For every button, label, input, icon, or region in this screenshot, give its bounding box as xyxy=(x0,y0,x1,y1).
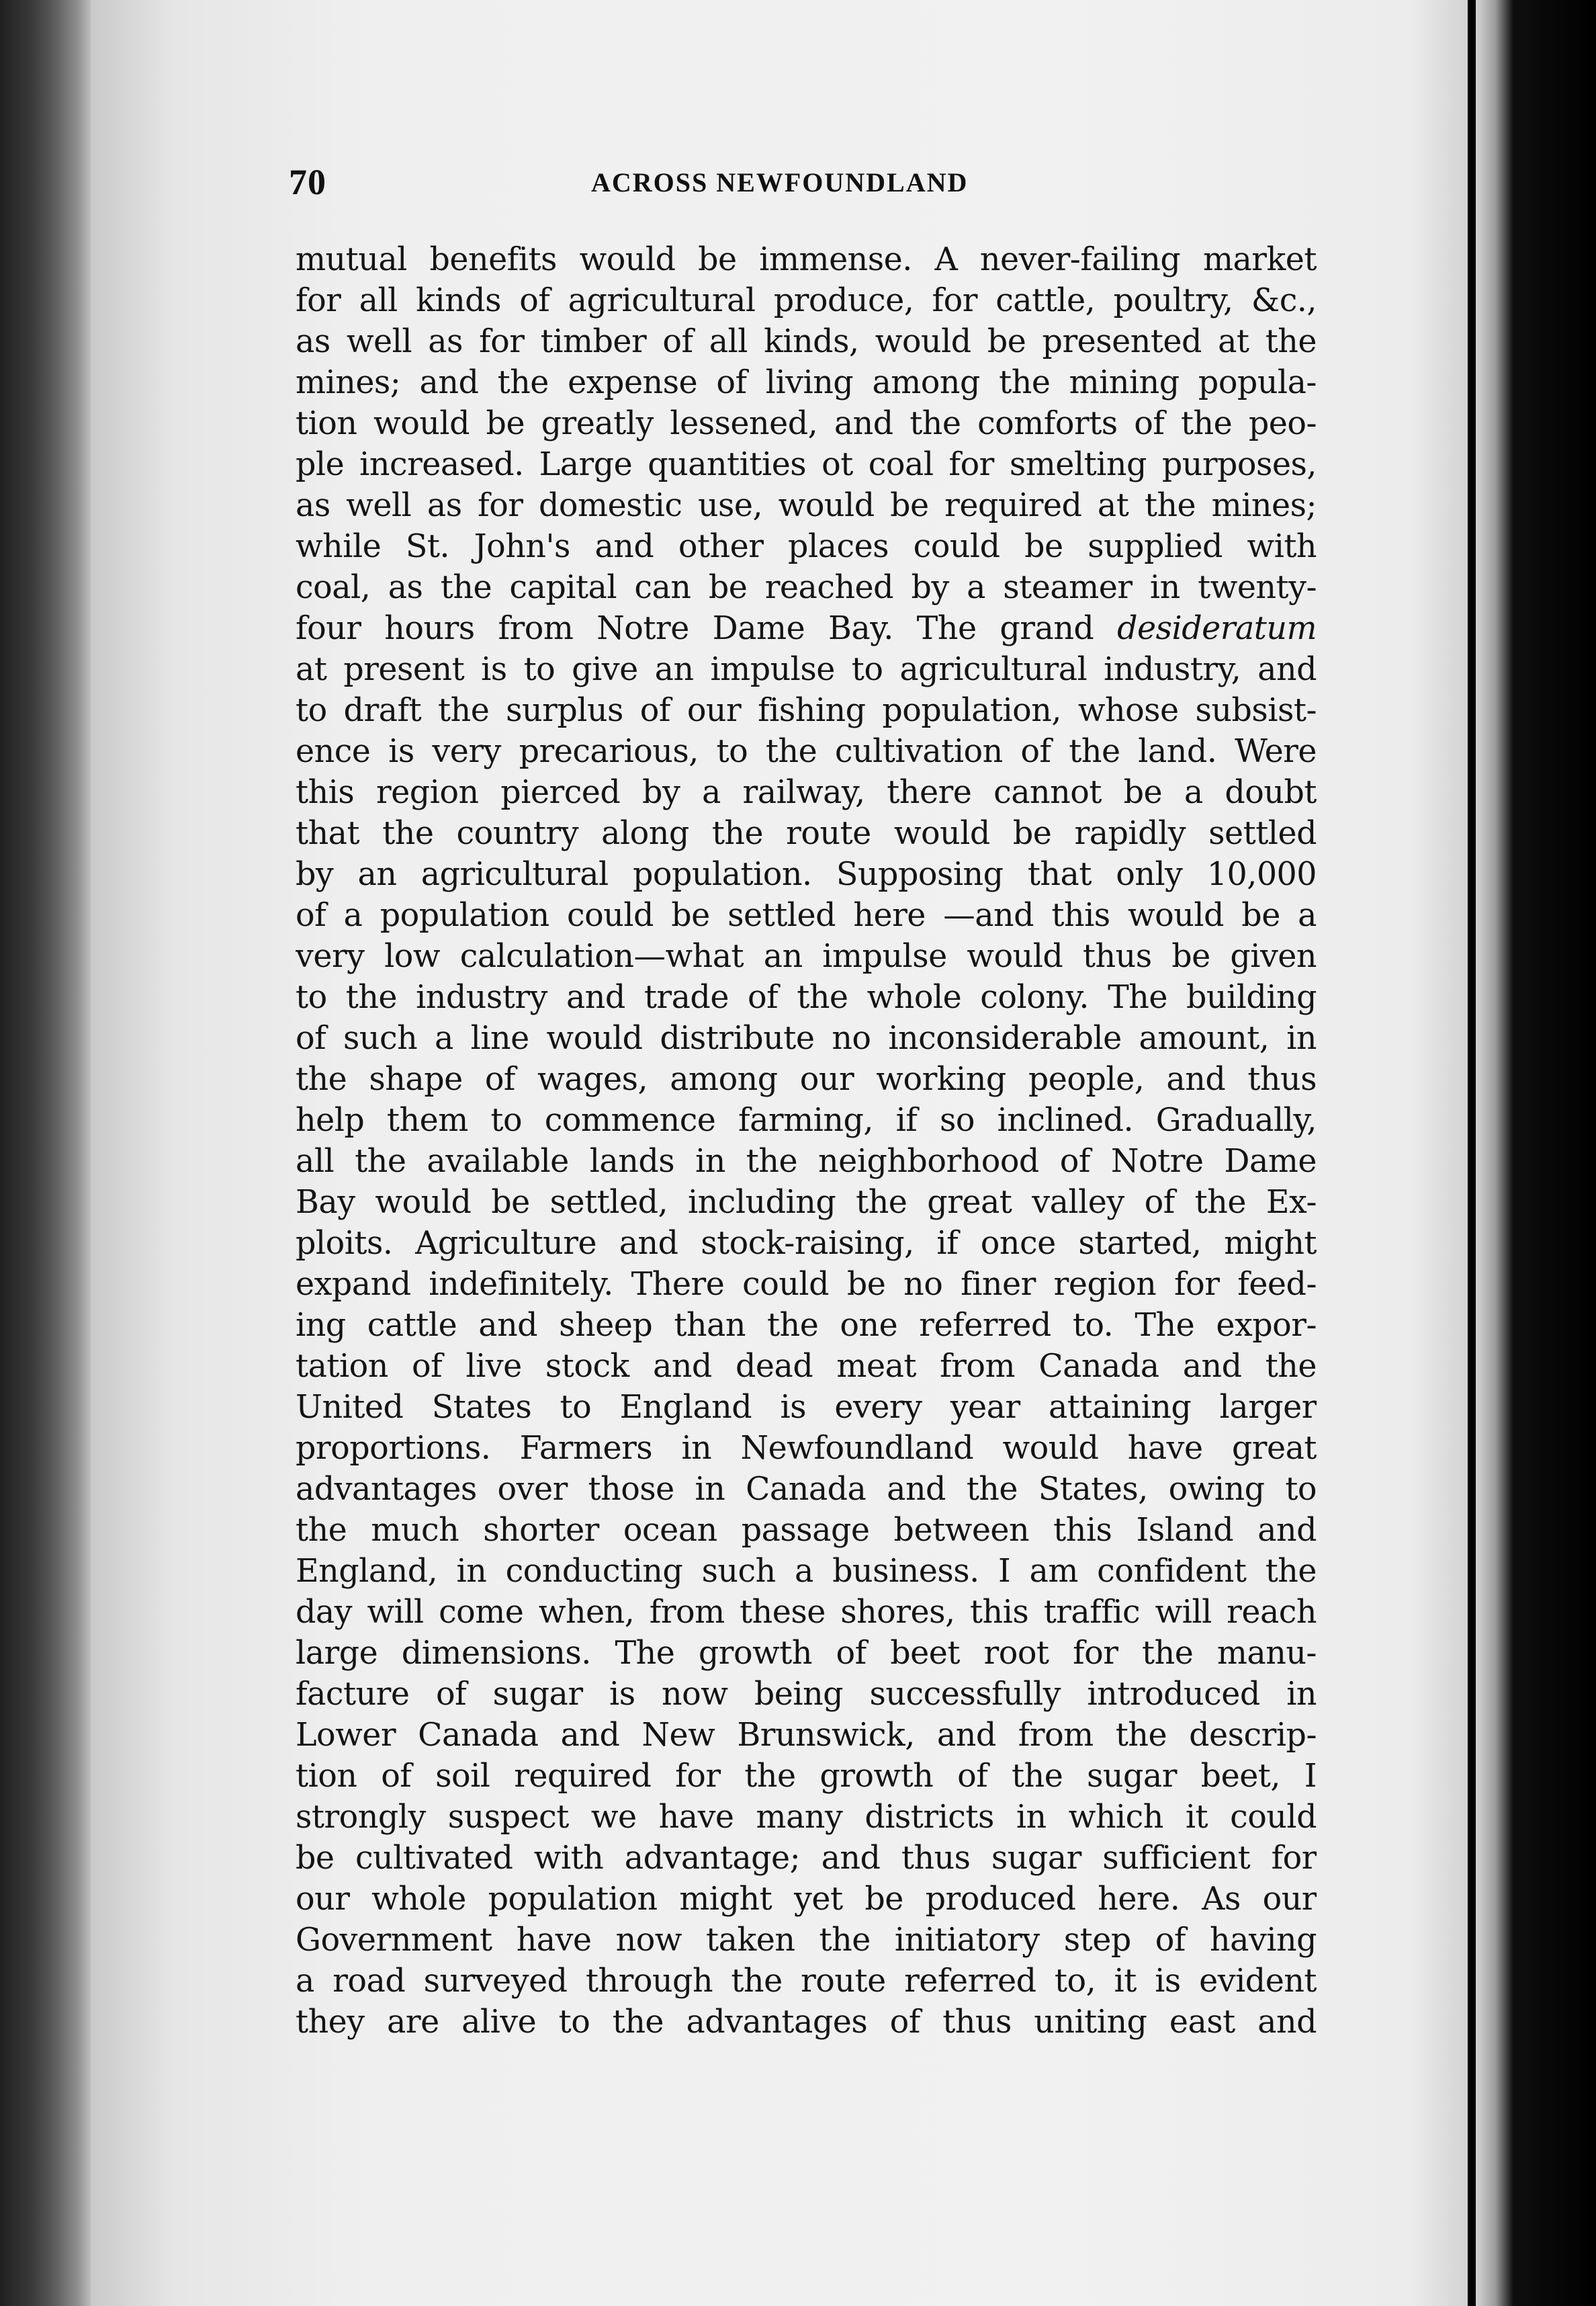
text-line: Government have now taken the initiatory step of having xyxy=(296,1922,1317,1959)
text-line: tion would be greatly lessened, and the comforts of the peo- xyxy=(296,405,1317,442)
text-line: at present is to give an impulse to agricultural industry, and xyxy=(296,651,1317,688)
text-line: they are alive to the advantages of thus uniting east and xyxy=(296,2004,1317,2041)
text-line: Lower Canada and New Brunswick, and from the descrip- xyxy=(296,1717,1317,1754)
text-line: proportions. Farmers in Newfoundland would have great xyxy=(296,1430,1317,1467)
text-line: be cultivated with advantage; and thus sugar sufficient for xyxy=(296,1840,1317,1877)
text-line: strongly suspect we have many districts in which it could xyxy=(296,1799,1317,1836)
text-line: help them to commence farming, if so inclined. Gradually, xyxy=(296,1102,1317,1139)
text-line: ence is very precarious, to the cultivation of the land. Were xyxy=(296,733,1317,770)
text-line: day will come when, from these shores, this traffic will reach xyxy=(296,1594,1317,1631)
page-number: 70 xyxy=(289,162,326,202)
text-line: while St. John's and other places could be supplied with xyxy=(296,528,1317,565)
text-line: ing cattle and sheep than the one referred to. The expor- xyxy=(296,1307,1317,1344)
text-line: tion of soil required for the growth of the sugar beet, I xyxy=(296,1758,1317,1795)
text-line: advantages over those in Canada and the States, owing to xyxy=(296,1471,1317,1508)
italic-term: desideratum xyxy=(1117,610,1317,647)
text-line: large dimensions. The growth of beet root for the manu- xyxy=(296,1635,1317,1672)
running-head: ACROSS NEWFOUNDLAND xyxy=(591,167,969,198)
text-line: four hours from Notre Dame Bay. The grand desideratum xyxy=(296,610,1317,647)
text-line: facture of sugar is now being successfully introduced in xyxy=(296,1676,1317,1713)
text-line: by an agricultural population. Supposing that only 10,000 xyxy=(296,856,1317,893)
text-line: to draft the surplus of our fishing population, whose subsist- xyxy=(296,692,1317,729)
text-line: all the available lands in the neighborhood of Notre Dame xyxy=(296,1143,1317,1180)
text-line: England, in conducting such a business. I am confident the xyxy=(296,1553,1317,1590)
text-line: of a population could be settled here —and this would be a xyxy=(296,897,1317,934)
text-line: mutual benefits would be immense. A never-failing market xyxy=(296,241,1317,278)
scan-right-border xyxy=(1478,0,1596,2306)
text-line: this region pierced by a railway, there cannot be a doubt xyxy=(296,774,1317,811)
text-line: to the industry and trade of the whole colony. The building xyxy=(296,979,1317,1016)
text-line: of such a line would distribute no inconsiderable amount, in xyxy=(296,1020,1317,1057)
text-line: our whole population might yet be produced here. As our xyxy=(296,1881,1317,1918)
page-edge-rule xyxy=(1468,0,1476,2306)
text-line: expand indefinitely. There could be no finer region for feed- xyxy=(296,1266,1317,1303)
text-line: United States to England is every year attaining larger xyxy=(296,1389,1317,1426)
page-header xyxy=(289,161,1317,208)
text-line: as well as for domestic use, would be required at the mines; xyxy=(296,487,1317,524)
text-line: mines; and the expense of living among the mining popula- xyxy=(296,364,1317,401)
text-line: the shape of wages, among our working people, and thus xyxy=(296,1061,1317,1098)
text-line: the much shorter ocean passage between this Island and xyxy=(296,1512,1317,1549)
text-line: that the country along the route would be rapidly settled xyxy=(296,815,1317,852)
text-line: tation of live stock and dead meat from Canada and the xyxy=(296,1348,1317,1385)
scan-left-border xyxy=(0,0,91,2306)
text-line: for all kinds of agricultural produce, for cattle, poultry, &c., xyxy=(296,282,1317,319)
text-line: Bay would be settled, including the great valley of the Ex- xyxy=(296,1184,1317,1221)
text-line: as well as for timber of all kinds, would be presented at the xyxy=(296,323,1317,360)
text-line: ploits. Agriculture and stock-raising, if once started, might xyxy=(296,1225,1317,1262)
text-line: a road surveyed through the route referred to, it is evident xyxy=(296,1963,1317,2000)
text-line: very low calculation—what an impulse would thus be given xyxy=(296,938,1317,975)
text-line: coal, as the capital can be reached by a steamer in twenty- xyxy=(296,569,1317,606)
body-text xyxy=(296,239,1317,2043)
text-line: ple increased. Large quantities ot coal for smelting purposes, xyxy=(296,446,1317,483)
